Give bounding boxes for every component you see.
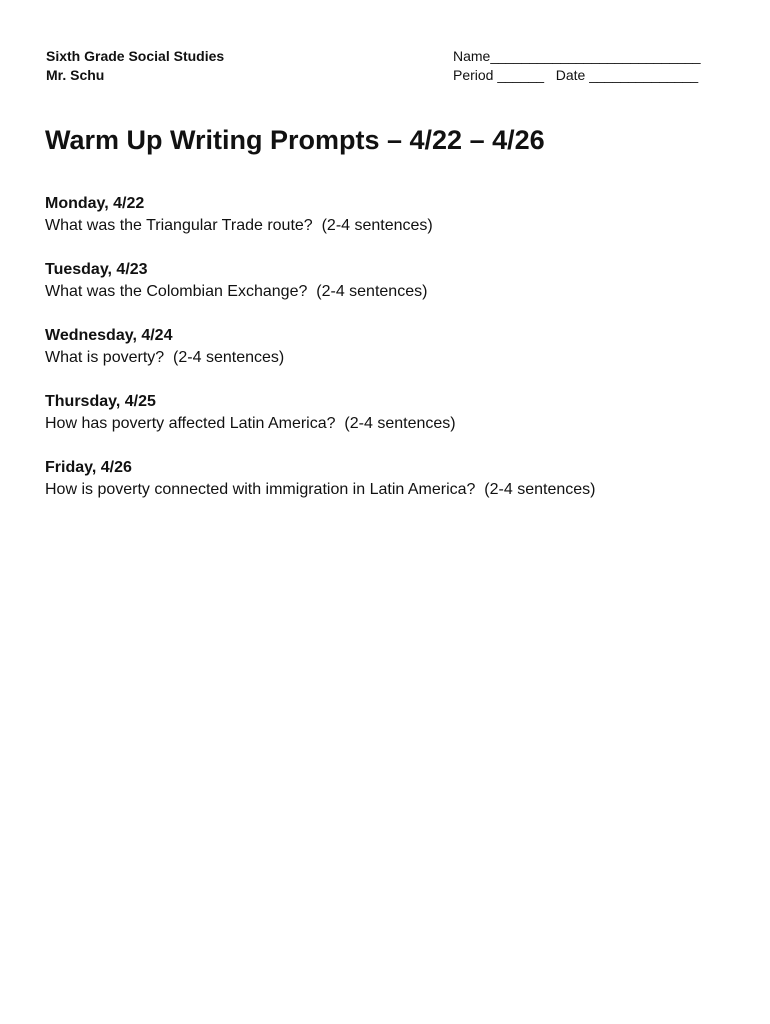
prompt-question: What is poverty? (2-4 sentences) [45,349,285,366]
prompt-item [45,391,745,435]
prompt-item [45,193,745,237]
prompt-question: What was the Triangular Trade route? (2-4 sentences) [45,217,433,234]
prompt-list [45,193,745,523]
prompt-question: How has poverty affected Latin America? (2-4 sentences) [45,415,456,432]
prompt-day: Monday, 4/22 [45,195,145,212]
prompt-item [45,325,745,369]
prompt-question: How is poverty connected with immigration in Latin America? (2-4 sentences) [45,481,596,498]
student-info [453,47,701,85]
prompt-day: Friday, 4/26 [45,459,132,476]
course-name: Sixth Grade Social Studies [46,48,225,64]
prompt-item [45,457,745,501]
name-line: Name___________________________ [453,48,701,64]
prompt-item [45,259,745,303]
prompt-day: Thursday, 4/25 [45,393,156,410]
prompt-day: Tuesday, 4/23 [45,261,148,278]
prompt-question: What was the Colombian Exchange? (2-4 sentences) [45,283,428,300]
period-date-line: Period ______ Date ______________ [453,67,699,83]
page-title: Warm Up Writing Prompts – 4/22 – 4/26 [45,125,545,155]
prompt-day: Wednesday, 4/24 [45,327,173,344]
teacher-name: Mr. Schu [46,67,105,83]
course-info [46,47,224,85]
